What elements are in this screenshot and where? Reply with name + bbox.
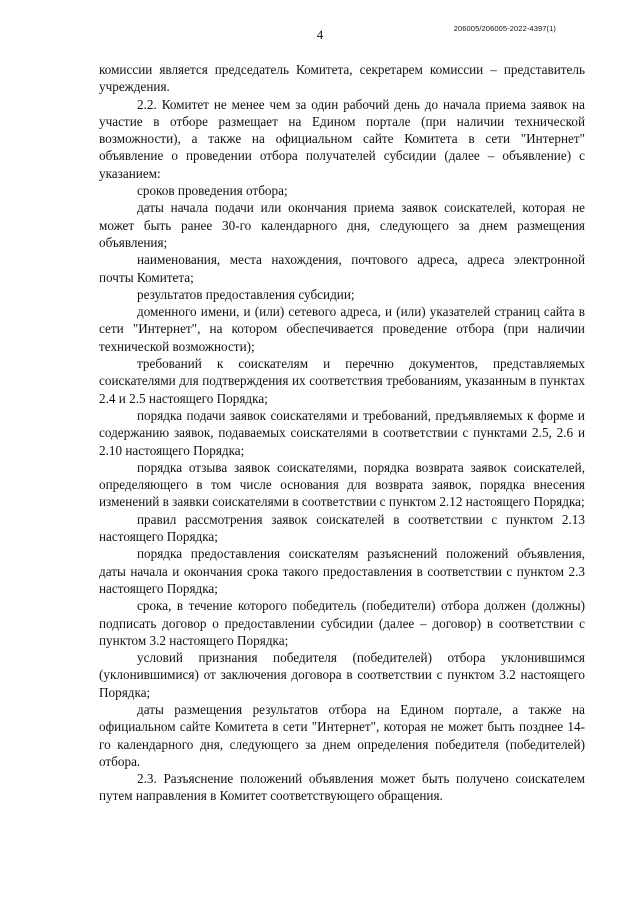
page-number: 4 [316, 27, 324, 42]
paragraph: доменного имени, и (или) сетевого адреса, и (или) указателей страниц сайта в сети "Интернет", на котором обеспечивается проведение отбора (при наличии технической возможности); [99, 304, 585, 354]
paragraph: наименования, места нахождения, почтового адреса, адреса электронной почты Комитета; [99, 252, 585, 285]
document-body [99, 61, 585, 805]
paragraph: 2.3. Разъяснение положений объявления может быть получено соискателем путем направления в Комитет соответствующего обращения. [99, 771, 585, 804]
paragraph: 2.2. Комитет не менее чем за один рабочий день до начала приема заявок на участие в отборе размещает на Едином портале (при наличии технической возможности), а также на официальном сайте Комитета в сети "Интернет" объявление о проведении отбора получателей субсидии (далее – объявление) с указанием: [99, 96, 585, 181]
paragraph: условий признания победителя (победителей) отбора уклонившимся (уклонившимися) от заключения договора в соответствии с пунктом 3.2 настоящего Порядка; [99, 650, 585, 700]
document-code: 206005/206005-2022-4397(1) [453, 24, 556, 33]
paragraph: срока, в течение которого победитель (победители) отбора должен (должны) подписать договор о предоставлении субсидии (далее – договор) в соответствии с пунктом 3.2 настоящего Порядка; [99, 598, 585, 648]
paragraph: порядка подачи заявок соискателями и требований, предъявляемых к форме и содержанию заявок, подаваемых соискателями в соответствии с пунктами 2.5, 2.6 и 2.10 настоящего Порядка; [99, 407, 585, 458]
paragraph: даты начала подачи или окончания приема заявок соискателей, которая не может быть ранее 30-го календарного дня, следующего за днем размещения объявления; [99, 200, 585, 250]
paragraph: даты размещения результатов отбора на Едином портале, а также на официальном сайте Комитета в сети "Интернет", которая не может быть позднее 14-го календарного дня, следующего за днем определения победителя (победителей) отбора. [99, 701, 585, 769]
paragraph: комиссии является председатель Комитета, секретарем комиссии – представитель учреждения. [99, 62, 585, 95]
paragraph: порядка отзыва заявок соискателями, порядка возврата заявок соискателей, определяющего в том числе основания для возврата заявок, порядка внесения изменений в заявки соискателями в соответствии с пунктом 2.12 настоящего Порядка; [99, 459, 585, 510]
paragraph: результатов предоставления субсидии; [137, 286, 355, 302]
paragraph: правил рассмотрения заявок соискателей в соответствии с пунктом 2.13 настоящего Порядка; [99, 511, 585, 545]
paragraph: сроков проведения отбора; [137, 183, 288, 199]
paragraph: порядка предоставления соискателям разъяснений положений объявления, даты начала и окончания срока такого предоставления в соответствии с пунктом 2.3 настоящего Порядка; [99, 546, 585, 596]
paragraph: требований к соискателям и перечню документов, представляемых соискателями для подтверждения их соответствия требованиям, указанным в пунктах 2.4 и 2.5 настоящего Порядка; [99, 356, 585, 406]
